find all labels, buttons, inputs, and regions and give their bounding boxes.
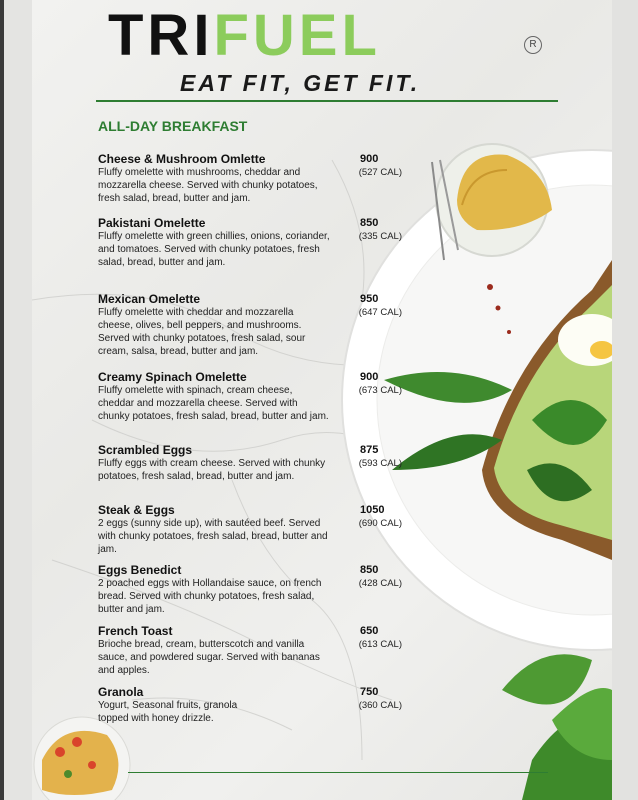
- brand-tagline: EAT FIT, GET FIT.: [180, 70, 421, 96]
- menu-item-name: French Toast: [98, 624, 173, 638]
- menu-item: [98, 563, 402, 616]
- menu-item: [98, 216, 402, 269]
- menu-item-description: Brioche bread, cream, butterscotch and vanilla sauce, and powdered sugar. Served with bananas and apples.: [98, 639, 320, 676]
- menu-item-price: 875: [360, 444, 379, 456]
- menu-item-calories: (647 CAL): [358, 307, 402, 318]
- menu-item-calories: (613 CAL): [358, 639, 402, 650]
- registered-mark: R: [524, 36, 542, 54]
- menu-item-name: Granola: [98, 685, 144, 699]
- menu-item-description: Yogurt, Seasonal fruits, granola topped with honey drizzle.: [98, 700, 238, 724]
- menu-item-description: 2 eggs (sunny side up), with sautéed beef. Served with chunky potatoes, fresh salad, bread, butter and jam.: [98, 518, 328, 555]
- brand-name-tri: TRI: [108, 3, 214, 68]
- menu-item-price: 1050: [360, 504, 385, 516]
- menu-item-name: Eggs Benedict: [98, 563, 182, 577]
- menu-item-price: 850: [360, 564, 379, 576]
- menu-item-calories: (593 CAL): [358, 458, 402, 469]
- menu-item-calories: (673 CAL): [358, 385, 402, 396]
- menu-item-name: Steak & Eggs: [98, 503, 175, 517]
- menu-item-description: 2 poached eggs with Hollandaise sauce, on french bread. Served with chunky potatoes, fresh salad, butter and jam.: [98, 578, 322, 615]
- menu-item-price: 900: [360, 371, 379, 383]
- menu-item-calories: (428 CAL): [358, 578, 402, 589]
- menu-item-price: 850: [360, 217, 379, 229]
- menu-item-calories: (335 CAL): [358, 231, 402, 242]
- menu-item: [98, 292, 402, 358]
- menu-item-description: Fluffy omelette with cheddar and mozzarella cheese, olives, bell peppers, and mushrooms. Served with chunky potatoes, fresh salad, sour cream, salsa, bread, butter and jam.: [98, 307, 306, 357]
- menu-item-name: Pakistani Omelette: [98, 216, 206, 230]
- menu-item-calories: (360 CAL): [358, 700, 402, 711]
- menu-item: [98, 503, 402, 556]
- menu-item-name: Cheese & Mushroom Omlette: [98, 152, 266, 166]
- menu-item: [98, 624, 402, 677]
- menu-item: [98, 685, 402, 725]
- brand-logo: [108, 3, 381, 68]
- menu-item-price: 650: [360, 625, 379, 637]
- brand-name-fuel: FUEL: [213, 3, 381, 68]
- menu-item-name: Scrambled Eggs: [98, 443, 193, 457]
- menu-item: [98, 152, 402, 205]
- menu-item-description: Fluffy eggs with cream cheese. Served with chunky potatoes, fresh salad, bread, butter and jam.: [98, 458, 326, 482]
- menu-item-calories: (527 CAL): [358, 167, 402, 178]
- menu-item: [98, 370, 402, 423]
- menu-item: [98, 443, 402, 483]
- menu-item-calories: (690 CAL): [358, 518, 402, 529]
- menu-item-name: Creamy Spinach Omelette: [98, 370, 247, 384]
- menu-item-description: Fluffy omelette with green chillies, onions, coriander, and tomatoes. Served with chunky potatoes, fresh salad, bread, butter and jam.: [98, 231, 330, 268]
- menu-item-price: 750: [360, 686, 379, 698]
- right-edge-strip: [612, 0, 638, 800]
- header-divider: [96, 100, 558, 102]
- menu-item-description: Fluffy omelette with spinach, cream cheese, cheddar and mozzarella cheese. Served with chunky potatoes, fresh salad, bread, butter and jam.: [98, 385, 329, 422]
- menu-item-price: 950: [360, 293, 379, 305]
- menu-page: [32, 0, 612, 800]
- menu-item-description: Fluffy omelette with mushrooms, cheddar and mozzarella cheese. Served with chunky potatoes, fresh salad, bread, butter and jam.: [98, 167, 318, 204]
- menu-item-price: 900: [360, 153, 379, 165]
- menu-item-name: Mexican Omelette: [98, 292, 201, 306]
- footer-divider: [128, 772, 548, 773]
- section-title: ALL-DAY BREAKFAST: [98, 118, 248, 134]
- left-edge-strip: [0, 0, 32, 800]
